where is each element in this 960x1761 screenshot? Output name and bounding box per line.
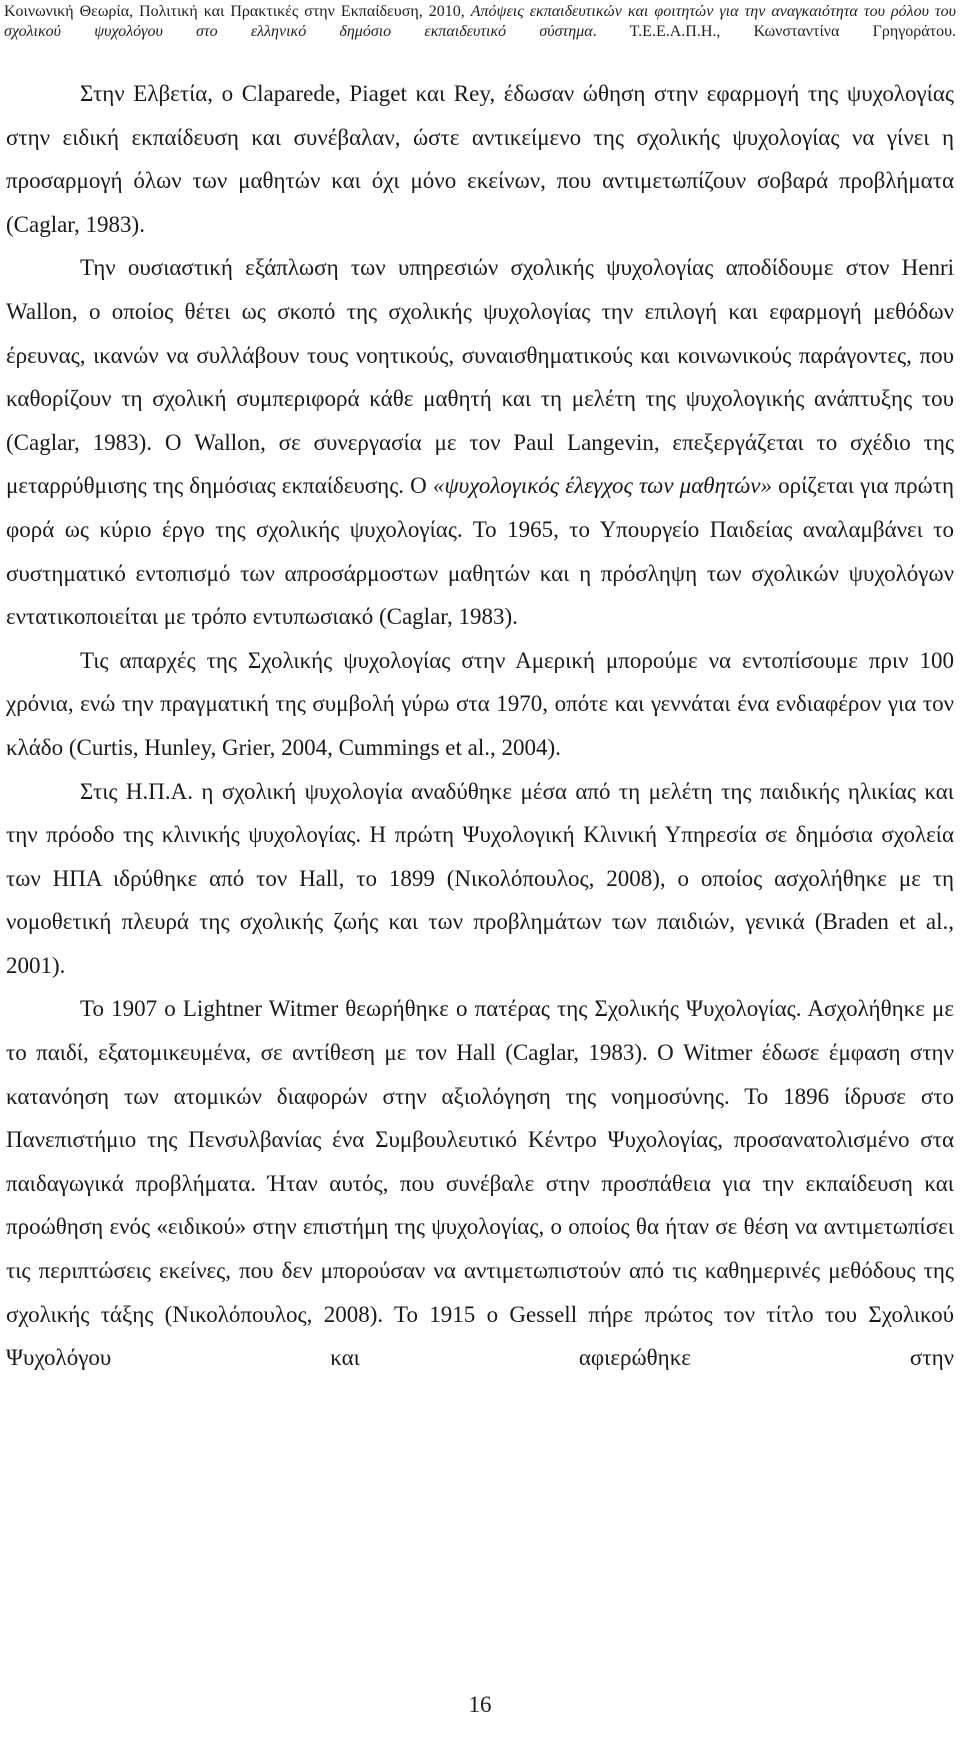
header-article-title-part-1: Απόψεις εκπαιδευτικών και φοιτητών για την αναγκαιότητα του ρόλου του	[470, 3, 957, 20]
header-line-1	[4, 2, 956, 22]
paragraph-wallon	[6, 246, 954, 638]
paragraph-america: Τις απαρχές της Σχολικής ψυχολογίας στην Αμερική μπορούμε να εντοπίσουμε πριν 100 χρόνια, ενώ την πραγματική της συμβολή γύρω στα 1970, οπότε και γεννάται ένα ενδιαφέρον για τον κλάδο (Curtis, Hunley, Grier, 2004, Cummings et al., 2004).	[6, 647, 954, 760]
paragraph-wallon-text-1: Την ουσιαστική εξάπλωση των υπηρεσιών σχολικής ψυχολογίας αποδίδουμε στον Henri Wallon, ο οποίος θέτει ως σκοπό της σχολικής ψυχολογίας την επιλογή και εφαρμογή μεθόδων έρευνας, ικανών να συλλάβουν τους νοητικούς, συναισθηματικούς και κοινωνικούς παράγοντες, που καθορίζουν τη σχολική συμπεριφορά κάθε μαθητή και τη μελέτη της ψυχολογικής ανάπτυξης του (Caglar, 1983). Ο Wallon, σε συνεργασία με τον Paul Langevin, επεξεργάζεται το σχέδιο της μεταρρύθμισης της δημόσιας εκπαίδευσης. Ο	[6, 255, 954, 499]
paragraph-wallon-text-2: ορίζεται για πρώτη φορά ως κύριο έργο της σχολικής ψυχολογίας. Το 1965, το Υπουργείο Παιδείας αναλαμβάνει το συστηματικό εντοπισμό των απροσάρμοστων μαθητών και η πρόσληψη των σχολικών ψυχολόγων εντατικοποιείται με τρόπο εντυπωσιακό (Caglar, 1983).	[6, 473, 954, 630]
paragraph-switzerland: Στην Ελβετία, ο Claparede, Piaget και Rey, έδωσαν ώθηση στην εφαρμογή της ψυχολογίας στην ειδική εκπαίδευση και συνέβαλαν, ώστε αντικείμενο της σχολικής ψυχολογίας να γίνει η προσαρμογή όλων των μαθητών και όχι μόνο εκείνων, που αντιμετωπίζουν σοβαρά προβλήματα (Caglar, 1983).	[6, 81, 954, 237]
header-line-2	[4, 22, 956, 42]
header-journal-citation: Κοινωνική Θεωρία, Πολιτική και Πρακτικές στην Εκπαίδευση, 2010,	[4, 3, 471, 20]
document-body	[6, 72, 954, 1380]
paragraph-witmer: Το 1907 ο Lightner Witmer θεωρήθηκε ο πατέρας της Σχολικής Ψυχολογίας. Ασχολήθηκε με το παιδί, εξατομικευμένα, σε αντίθεση με τον Hall (Caglar, 1983). Ο Witmer έδωσε έμφαση στην κατανόηση των ατομικών διαφορών στην αξιολόγηση της νοημοσύνης. Το 1896 ίδρυσε στο Πανεπιστήμιο της Πενσυλβανίας ένα Συμβουλευτικό Κέντρο Ψυχολογίας, προσανατολισμένο στα παιδαγωγικά προβλήματα. Ήταν αυτός, που συνέβαλε στην προσπάθεια για την εκπαίδευση και προώθηση ενός «ειδικού» στην επιστήμη της ψυχολογίας, ο οποίος θα ήταν σε θέση να αντιμετωπίσει τις περιπτώσεις εκείνες, που δεν μπορούσαν να αντιμετωπιστούν από τις καθημερινές μεθόδους της σχολικής τάξης (Νικολόπουλος, 2008). Το 1915 ο Gessell πήρε πρώτος τον τίτλο του Σχολικού Ψυχολόγου και αφιερώθηκε στην	[6, 996, 954, 1371]
page-number: 16	[468, 1692, 492, 1717]
header-article-title-part-2: σχολικού ψυχολόγου στο ελληνικό δημόσιο εκπαιδευτικό σύστημα	[4, 23, 593, 40]
header-publisher-author: . Τ.Ε.Ε.Α.Π.Η., Κωνσταντίνα Γρηγοράτου.	[592, 23, 956, 40]
running-header	[4, 2, 956, 42]
paragraph-usa: Στις Η.Π.Α. η σχολική ψυχολογία αναδύθηκε μέσα από τη μελέτη της παιδικής ηλικίας και την πρόοδο της κλινικής ψυχολογίας. Η πρώτη Ψυχολογική Κλινική Υπηρεσία σε δημόσια σχολεία των ΗΠΑ ιδρύθηκε από τον Hall, το 1899 (Νικολόπουλος, 2008), ο οποίος ασχολήθηκε με τη νομοθετική πλευρά της σχολικής ζωής και των προβλημάτων των παιδιών, γενικά (Braden et al., 2001).	[6, 778, 954, 978]
paragraph-wallon-italic-quote: «ψυχολογικός έλεγχος των μαθητών»	[432, 473, 772, 499]
